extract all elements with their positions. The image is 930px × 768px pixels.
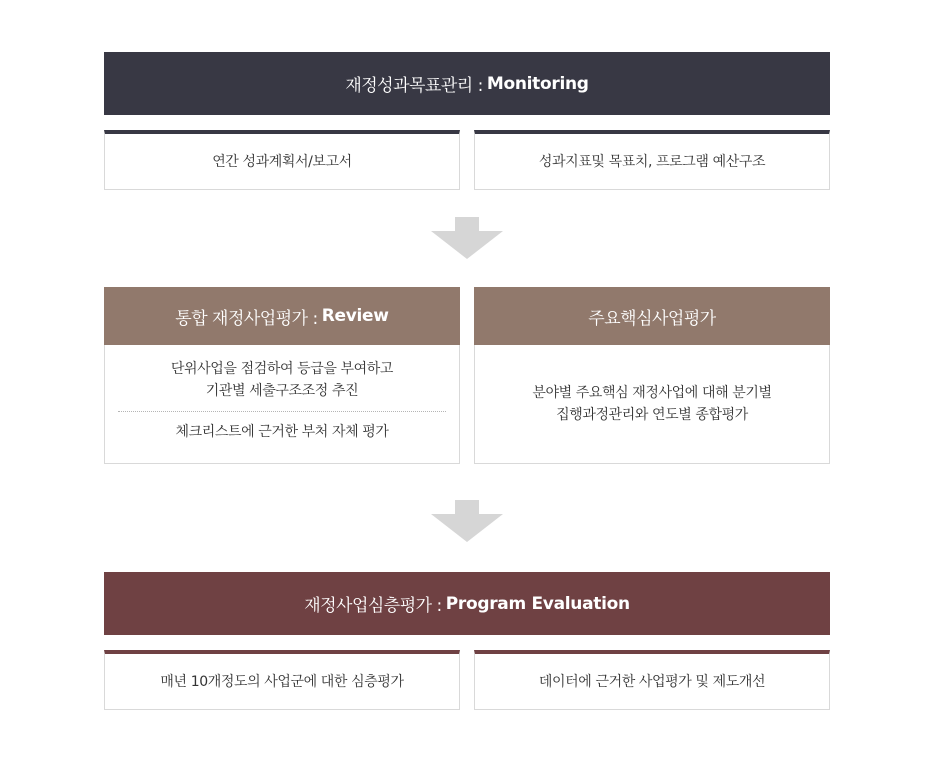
down-arrow-icon xyxy=(431,217,503,259)
review-title-en: Review xyxy=(321,306,389,326)
review-desc-line: 기관별 세출구조조정 추진 xyxy=(205,383,359,399)
monitoring-item-label: 연간 성과계획서/보고서 xyxy=(212,153,352,170)
program-evaluation-title: 재정사업심층평가 : xyxy=(304,596,442,616)
dotted-divider xyxy=(118,411,446,412)
monitoring-header xyxy=(104,52,830,115)
down-arrow-icon xyxy=(431,500,503,542)
review-description xyxy=(104,345,460,464)
core-desc-line: 집행과정관리와 연도별 종합평가 xyxy=(556,407,748,423)
monitoring-title: 재정성과목표관리 : xyxy=(345,76,483,96)
core-evaluation-header xyxy=(474,287,830,345)
review-title: 통합 재정사업평가 : xyxy=(175,308,318,329)
review-desc-line: 단위사업을 점검하여 등급을 부여하고 xyxy=(170,361,394,377)
review-description-main xyxy=(171,358,393,402)
core-desc-line: 분야별 주요핵심 재정사업에 대해 분기별 xyxy=(532,385,772,401)
evaluation-item-label: 매년 10개정도의 사업군에 대한 심층평가 xyxy=(160,673,404,690)
monitoring-title-en: Monitoring xyxy=(486,73,589,94)
program-evaluation-header xyxy=(104,572,830,635)
review-desc-extra: 체크리스트에 근거한 부처 자체 평가 xyxy=(175,424,389,440)
core-evaluation-description xyxy=(474,345,830,464)
evaluation-item-in-depth xyxy=(104,650,460,710)
monitoring-item-label: 성과지표및 목표치, 프로그램 예산구조 xyxy=(538,153,766,170)
program-evaluation-title-en: Program Evaluation xyxy=(445,593,630,614)
monitoring-item-indicators xyxy=(474,130,830,190)
evaluation-item-data-based xyxy=(474,650,830,710)
review-header xyxy=(104,287,460,345)
core-evaluation-title: 주요핵심사업평가 xyxy=(588,308,716,329)
monitoring-item-annual-report xyxy=(104,130,460,190)
evaluation-item-label: 데이터에 근거한 사업평가 및 제도개선 xyxy=(538,673,766,690)
